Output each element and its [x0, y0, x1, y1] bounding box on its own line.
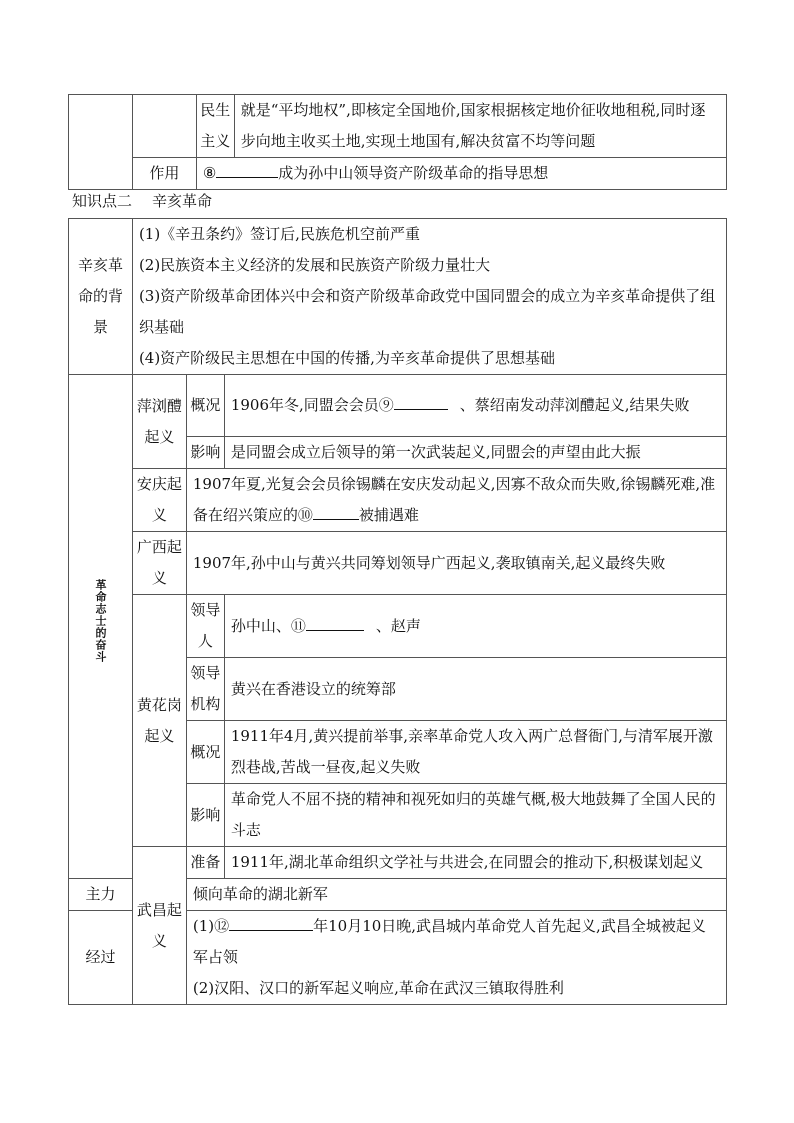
pingliu-overview-prefix: 1906年冬,同盟会会员⑨ — [230, 396, 394, 414]
hhg-leaders — [224, 595, 726, 658]
background-item: (4)资产阶级民主思想在中国的传播,为辛亥革命提供了思想基础 — [138, 349, 555, 367]
sanmin-table — [68, 94, 727, 190]
section-name: 辛亥革命 — [152, 192, 213, 210]
xinhai-table — [68, 218, 727, 1005]
zuoyong-suffix: 成为孙中山领导资产阶级革命的指导思想 — [278, 164, 549, 182]
wuchang-prep: 1911年,湖北革命组织文学社与共进会,在同盟会的推动下,积极谋划起义 — [224, 847, 726, 879]
huanghuagang-name: 黄花岗起义 — [132, 595, 186, 847]
anqing-content — [186, 469, 726, 532]
background-item: (1)《辛丑条约》签订后,民族危机空前严重 — [138, 225, 420, 243]
guangxi-name: 广西起义 — [132, 532, 186, 595]
pingliu-impact-label: 影响 — [186, 437, 224, 469]
blank-10 — [313, 504, 359, 520]
wuchang-process-label: 经过 — [69, 911, 133, 1005]
empty-cell — [132, 95, 196, 158]
hhg-org-label: 领导机构 — [186, 658, 224, 721]
background-content — [132, 219, 726, 375]
struggle-label-cell — [69, 375, 133, 879]
guangxi-content: 1907年,孙中山与黄兴共同筹划领导广西起义,袭取镇南关,起义最终失败 — [186, 532, 726, 595]
background-label: 辛亥革命的背景 — [69, 219, 133, 375]
pingliu-name: 萍浏醴起义 — [132, 375, 186, 469]
minsheng-content: 就是“平均地权”,即核定全国地价,国家根据核定地价征收地租税,同时逐步向地主收买土地,实现土地国有,解决贫富不均等问题 — [234, 95, 726, 158]
hhg-impact-label: 影响 — [186, 784, 224, 847]
empty-cell — [69, 95, 133, 190]
hhg-overview-label: 概况 — [186, 721, 224, 784]
wuchang-process-item — [193, 911, 720, 973]
wuchang-process — [186, 911, 726, 1005]
anqing-content-suffix: 被捕遇难 — [358, 506, 419, 524]
blank-9 — [394, 394, 448, 410]
zuoyong-prefix: ⑧ — [202, 164, 217, 182]
zuoyong-label: 作用 — [132, 158, 196, 190]
blank-11 — [306, 615, 364, 631]
anqing-content-prefix: 1907年夏,光复会会员徐锡麟在安庆发动起义,因寡不敌众而失败,徐锡麟死难,准备在绍兴策应的⑩ — [192, 475, 716, 524]
pingliu-overview-suffix: 、蔡绍南发动萍浏醴起义,结果失败 — [459, 396, 690, 414]
pingliu-overview — [224, 375, 726, 437]
background-item: (3)资产阶级革命团体兴中会和资产阶级革命政党中国同盟会的成立为辛亥革命提供了组织基础 — [138, 287, 716, 336]
hhg-leaders-prefix: 孙中山、⑪ — [230, 616, 306, 635]
blank-12 — [229, 915, 313, 931]
hhg-leaders-suffix: 、赵声 — [375, 616, 421, 635]
anqing-name: 安庆起义 — [132, 469, 186, 532]
wuchang-label: 武昌起义 — [132, 847, 186, 1005]
hhg-leaders-label: 领导人 — [186, 595, 224, 658]
wuchang-main-label: 主力 — [69, 879, 133, 911]
hhg-impact: 革命党人不屈不挠的精神和视死如归的英雄气概,极大地鼓舞了全国人民的斗志 — [224, 784, 726, 847]
background-item: (2)民族资本主义经济的发展和民族资产阶级力量壮大 — [138, 256, 491, 274]
pingliu-overview-label: 概况 — [186, 375, 224, 437]
wuchang-process-item: (2)汉阳、汉口的新军起义响应,革命在武汉三镇取得胜利 — [192, 979, 564, 997]
section-number: 知识点二 — [72, 192, 133, 210]
blank-8 — [216, 162, 278, 178]
wuchang-prep-label: 准备 — [186, 847, 224, 879]
wuchang-process1-prefix: (1)⑫ — [192, 917, 230, 935]
hhg-org: 黄兴在香港设立的统筹部 — [224, 658, 726, 721]
section-heading — [72, 190, 212, 212]
hhg-overview: 1911年4月,黄兴提前举事,亲率革命党人攻入两广总督衙门,与清军展开激烈巷战,苦战一昼夜,起义失败 — [224, 721, 726, 784]
wuchang-process1-suffix: 年10月10日晚,武昌城内革命党人首先起义,武昌全城被起义军占领 — [192, 917, 706, 966]
minsheng-label: 民生主义 — [196, 95, 234, 158]
zuoyong-content — [196, 158, 726, 190]
pingliu-impact: 是同盟会成立后领导的第一次武装起义,同盟会的声望由此大振 — [224, 437, 726, 469]
struggle-label: 革命志士的奋斗 — [93, 579, 107, 663]
wuchang-main: 倾向革命的湖北新军 — [186, 879, 726, 911]
